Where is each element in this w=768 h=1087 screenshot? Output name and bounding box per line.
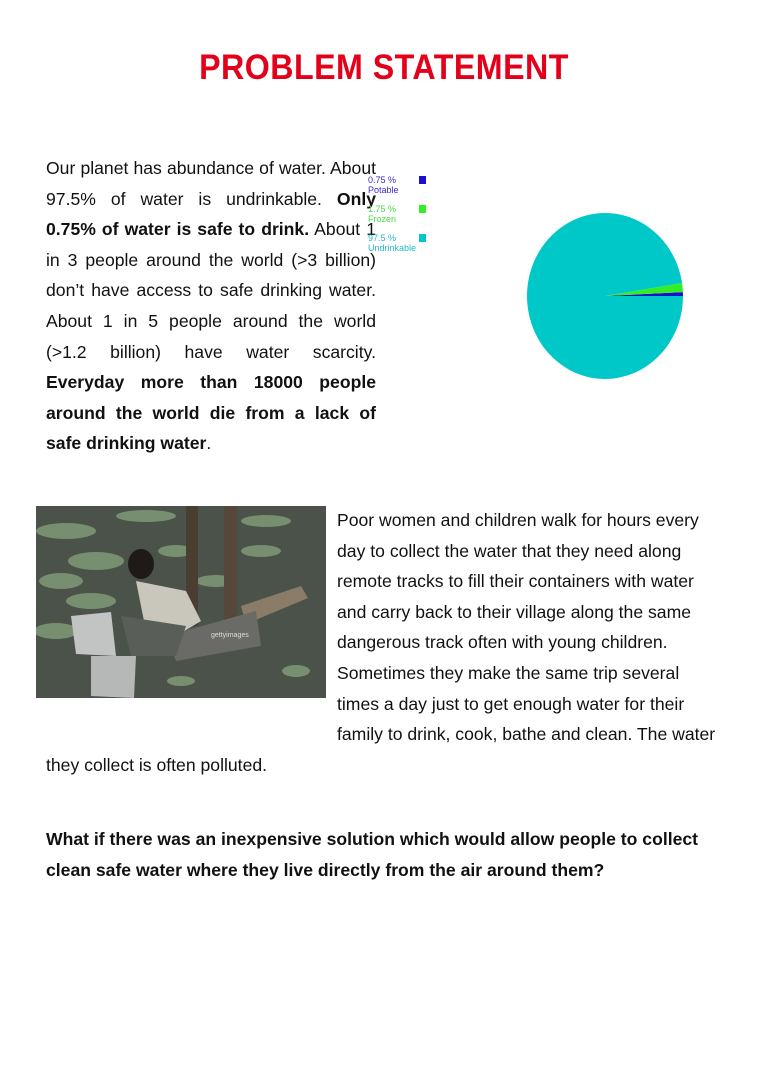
bold-text: Only 0.75% of water is safe to drink. [46, 188, 376, 240]
water-pie-chart [368, 153, 722, 429]
legend-label: Frozen [368, 214, 397, 224]
legend-value: 1.75 % [368, 204, 397, 214]
text: Poor women and children walk for hours every day to collect the water that they need along remote tracks to fill their containers with water and carry back to their village along the same dangerous track often with young children. Sometimes they make the same trip several times a day just to get enough water for their family to drink, cook, bathe and clean. The water they collect is often polluted. [46, 510, 716, 775]
legend-value: 0.75 % [368, 175, 397, 185]
question-paragraph: What if there was an inexpensive solution which would allow people to collect clean safe water where they live directly from the air around them? [46, 829, 699, 880]
page-title: PROBLEM STATEMENT [199, 48, 569, 87]
bold-text: Everyday more than 18000 people around the world die from a lack of safe drinking water [46, 372, 376, 454]
text: . [206, 433, 212, 454]
women-children-paragraph [46, 505, 722, 780]
legend-label: Potable [368, 185, 399, 195]
intro-paragraph [46, 153, 722, 459]
legend-value: 97.5 % [368, 233, 397, 243]
text: Our planet has abundance of water. About 97.5% of water is undrinkable. [46, 158, 376, 209]
text: About 1 in 3 people around the world (>3 billion) don’t have access to safe drinking water. About 1 in 5 people around the world (>1.2 billion) have water scarcity. [46, 219, 376, 362]
pie-slice-undrinkable [527, 213, 683, 379]
legend-label: Undrinkable [368, 243, 417, 253]
pie-svg [376, 153, 722, 429]
photo-watermark: gettyimages [211, 632, 249, 639]
woman-collecting-water-photo [36, 506, 326, 704]
